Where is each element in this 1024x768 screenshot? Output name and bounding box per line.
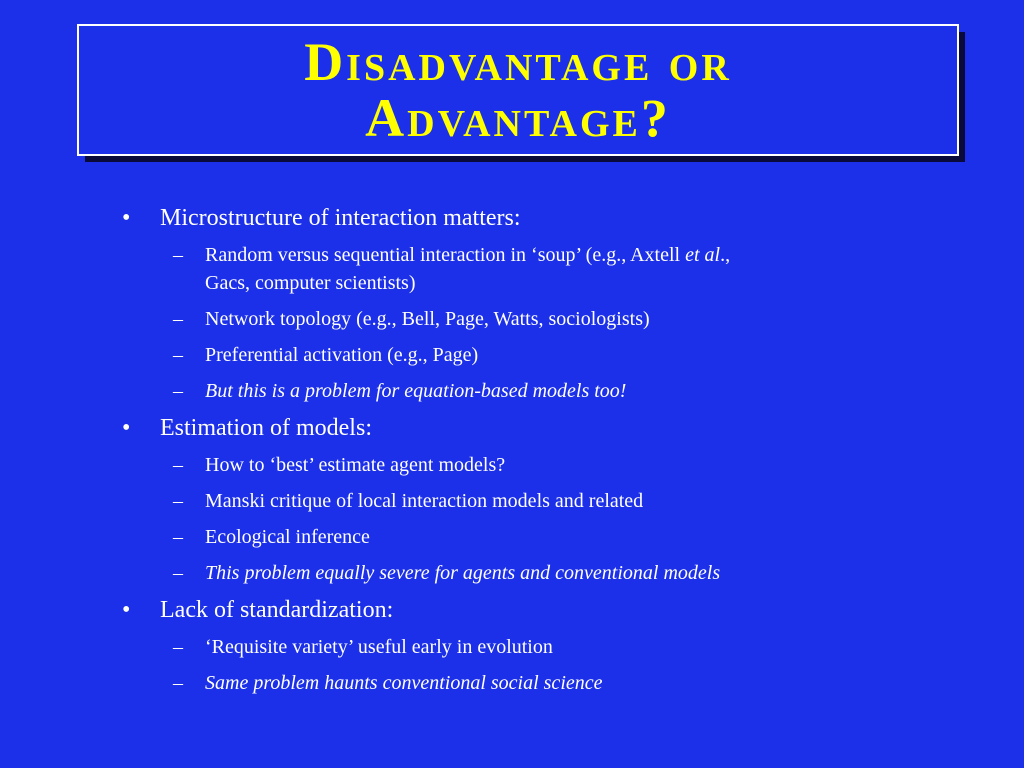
sub-bullet-text: .,	[720, 244, 731, 266]
sub-bullet-item	[118, 633, 905, 661]
slide-title-line-1: Disadvantage or	[304, 32, 732, 92]
dash-icon: –	[173, 244, 183, 266]
bullet-text: Estimation of models:	[160, 415, 372, 441]
sub-bullet-text: Random versus sequential interaction in ‘soup’ (e.g., Axtell	[205, 244, 686, 266]
bullet-item	[118, 595, 918, 625]
sub-bullet-item	[118, 559, 905, 587]
dash-icon: –	[173, 562, 183, 584]
sub-bullet-item	[118, 523, 905, 551]
sub-bullet-italic-text: et al	[685, 244, 721, 266]
sub-bullet-text: Gacs, computer scientists)	[205, 272, 416, 294]
sub-bullet-item	[118, 451, 905, 479]
sub-bullet-item	[118, 669, 905, 697]
dash-icon: –	[173, 672, 183, 694]
sub-bullet-item	[118, 487, 905, 515]
sub-bullet-text: This problem equally severe for agents and conventional models	[205, 562, 721, 584]
dash-icon: –	[173, 380, 183, 402]
sub-bullet-text: ‘Requisite variety’ useful early in evolution	[205, 636, 553, 658]
dash-icon: –	[173, 636, 183, 658]
dash-icon: –	[173, 344, 183, 366]
sub-bullet-text: Preferential activation (e.g., Page)	[205, 344, 479, 366]
bullet-text: Microstructure of interaction matters:	[160, 205, 521, 231]
dash-icon: –	[173, 490, 183, 512]
bullet-icon: •	[122, 205, 131, 231]
bullet-icon: •	[122, 597, 131, 623]
sub-bullet-item	[118, 341, 905, 369]
sub-bullet-item	[118, 377, 905, 405]
title-box	[77, 24, 959, 156]
sub-bullet-text: Network topology (e.g., Bell, Page, Watts, sociologists)	[205, 308, 650, 330]
bullet-text: Lack of standardization:	[160, 597, 394, 623]
bullet-item	[118, 413, 918, 443]
sub-bullet-text: Manski critique of local interaction models and related	[205, 490, 644, 512]
sub-bullet-item	[118, 241, 905, 297]
sub-bullet-text: How to ‘best’ estimate agent models?	[205, 454, 506, 476]
dash-icon: –	[173, 526, 183, 548]
sub-bullet-text: But this is a problem for equation-based models too!	[205, 380, 627, 402]
bullet-item	[118, 203, 918, 233]
sub-bullet-item	[118, 305, 905, 333]
sub-bullet-text: Ecological inference	[205, 526, 370, 548]
dash-icon: –	[173, 308, 183, 330]
bullet-icon: •	[122, 415, 131, 441]
bullet-list	[118, 203, 918, 705]
dash-icon: –	[173, 454, 183, 476]
sub-bullet-text: Same problem haunts conventional social science	[205, 672, 603, 694]
slide-title-line-2: Advantage?	[365, 88, 671, 148]
